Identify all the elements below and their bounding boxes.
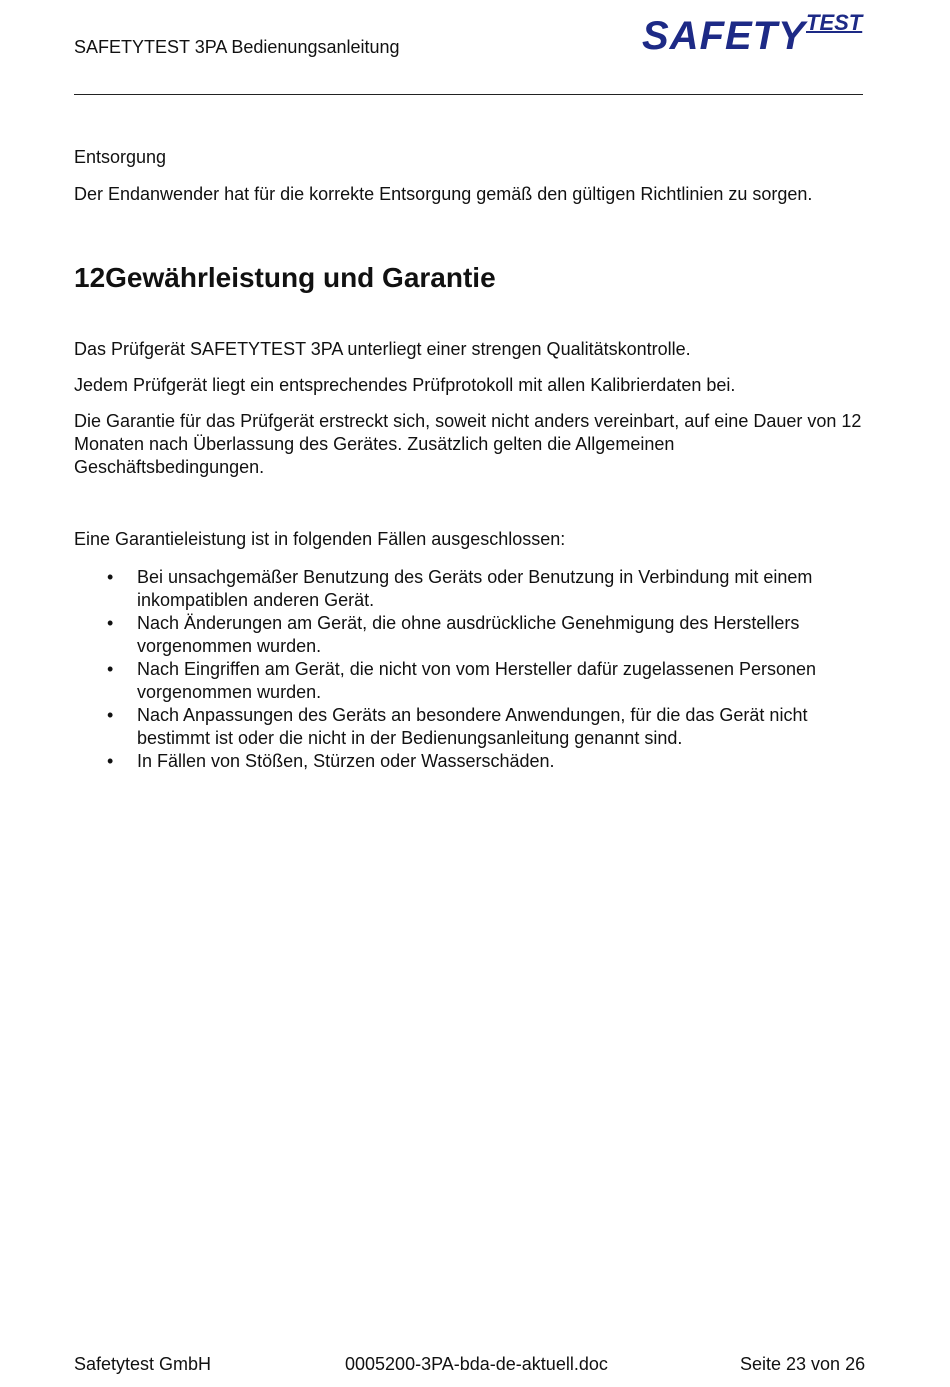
header-divider [74, 94, 863, 95]
section-heading: 12Gewährleistung und Garantie [74, 262, 496, 293]
exclusions-list [74, 566, 874, 773]
list-item [74, 612, 874, 658]
disposal-heading: Entsorgung [74, 147, 167, 167]
list-item [74, 750, 874, 773]
list-item [74, 566, 874, 612]
header-title: SAFETYTEST 3PA Bedienungsanleitung [74, 37, 400, 57]
list-item-text: Nach Anpassungen des Geräts an besondere Anwendungen, für die das Gerät nicht bestimmt ist oder die nicht in der Bedienungsanleitung genannt sind. [137, 705, 808, 748]
bullet-icon: • [107, 613, 114, 633]
bullet-icon: • [107, 705, 114, 725]
list-item-text: Nach Eingriffen am Gerät, die nicht von vom Hersteller dafür zugelassenen Personen vorgenommen wurden. [137, 659, 817, 702]
exclusions-intro: Eine Garantieleistung ist in folgenden Fällen ausgeschlossen: [74, 529, 566, 549]
list-item-text: In Fällen von Stößen, Stürzen oder Wasserschäden. [137, 751, 555, 771]
list-item [74, 704, 874, 750]
safetytest-logo [642, 10, 874, 56]
disposal-text: Der Endanwender hat für die korrekte Entsorgung gemäß den gültigen Richtlinien zu sorgen. [74, 184, 813, 204]
bullet-icon: • [107, 659, 114, 679]
footer-page-number: Seite 23 von 26 [740, 1354, 866, 1374]
paragraph-warranty-duration: Die Garantie für das Prüfgerät erstreckt sich, soweit nicht anders vereinbart, auf eine Dauer von 12 Monaten nach Überlassung des Gerätes. Zusätzlich gelten die Allgemeinen Geschäftsbedingungen. [74, 411, 862, 477]
logo-main-text: SAFETY [642, 14, 806, 58]
bullet-icon: • [107, 751, 114, 771]
list-item [74, 658, 874, 704]
paragraph-quality-control: Das Prüfgerät SAFETYTEST 3PA unterliegt einer strengen Qualitätskontrolle. [74, 339, 691, 359]
logo-superscript-text: TEST [806, 10, 863, 35]
footer-filename: 0005200-3PA-bda-de-aktuell.doc [345, 1354, 608, 1374]
footer-company: Safetytest GmbH [74, 1354, 212, 1374]
bullet-icon: • [107, 567, 114, 587]
list-item-text: Nach Änderungen am Gerät, die ohne ausdrückliche Genehmigung des Herstellers vorgenommen wurden. [137, 613, 800, 656]
list-item-text: Bei unsachgemäßer Benutzung des Geräts oder Benutzung in Verbindung mit einem inkompatiblen anderen Gerät. [137, 567, 813, 610]
paragraph-test-protocol: Jedem Prüfgerät liegt ein entsprechendes Prüfprotokoll mit allen Kalibrierdaten bei. [74, 375, 736, 395]
